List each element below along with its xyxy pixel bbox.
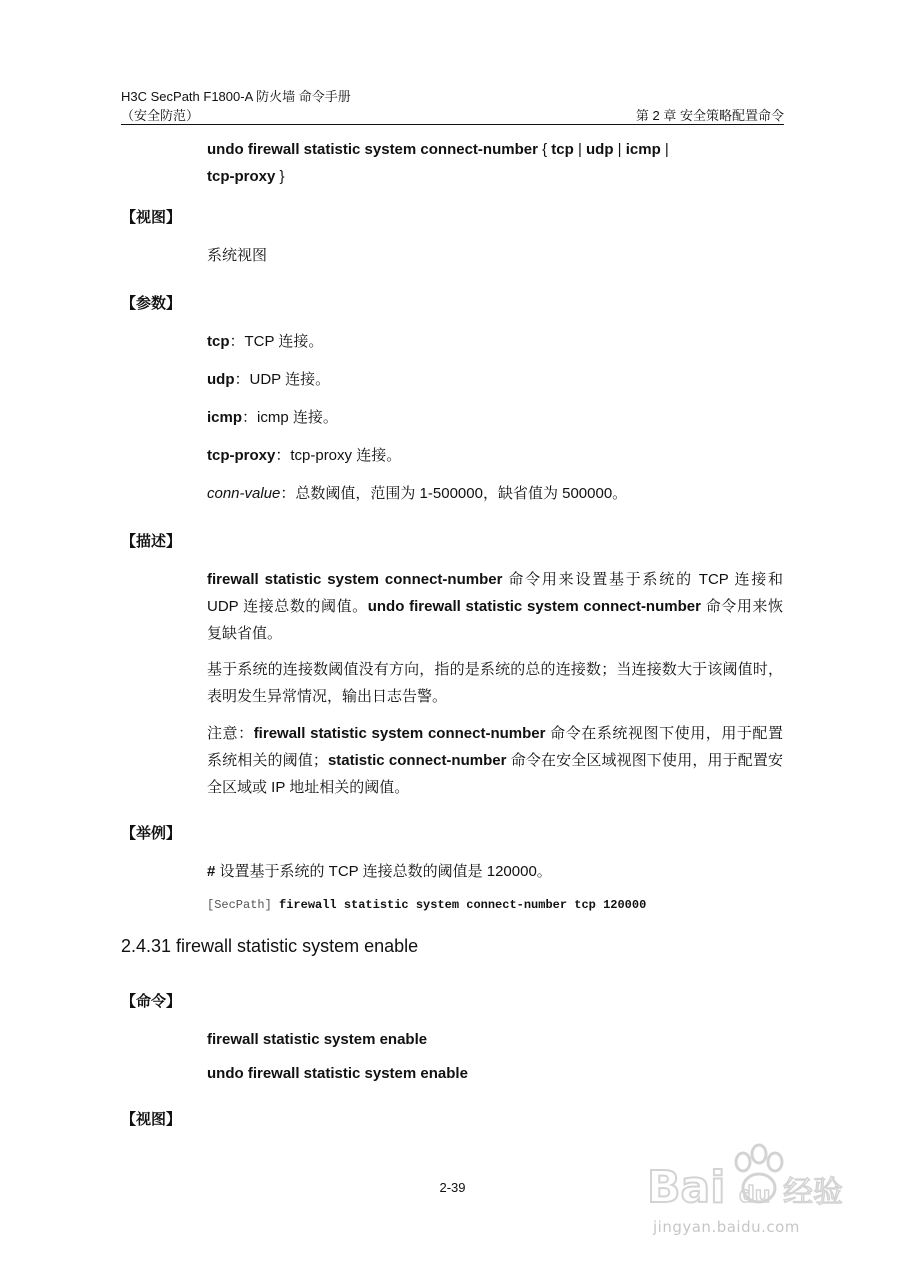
header-rule [121, 124, 784, 125]
hash-mark: # [207, 863, 216, 880]
paragraph-text: 命令用来设置基于系统的 TCP 连接和 UDP 连接总数的阈值。 [207, 571, 784, 615]
description-paragraph: 基于系统的连接数阈值没有方向，指的是系统的总的连接数；当连接数大于该阈值时，表明发生异常情况，输出日志告警。 [207, 661, 783, 705]
command-syntax [207, 136, 783, 190]
param-item [207, 442, 783, 469]
param-desc: ：TCP 连接。 [229, 333, 324, 350]
param-desc: ：icmp 连接。 [242, 409, 338, 426]
header-chapter: 第 2 章 安全策略配置命令 [635, 108, 784, 123]
svg-text:du: du [739, 1183, 771, 1208]
syntax-sep: | [613, 141, 626, 158]
syntax-opt-tcp: tcp [551, 141, 574, 158]
description-note [207, 720, 783, 801]
syntax-undo: undo [207, 141, 244, 158]
inline-command: firewall statistic system connect-number [207, 571, 503, 588]
section-heading: 2.4.31 firewall statistic system enable [121, 936, 419, 956]
param-desc: ：总数阈值，范围为 1-500000，缺省值为 500000。 [280, 485, 628, 502]
syntax-opt-icmp: icmp [625, 141, 661, 158]
baidu-watermark [643, 1140, 853, 1250]
command-line: undo firewall statistic system enable [207, 1065, 468, 1082]
svg-text:经验: 经验 [783, 1175, 843, 1210]
param-item [207, 404, 783, 431]
example-comment [207, 858, 783, 885]
paragraph-text: 命令用来恢复缺省值。 [207, 598, 783, 642]
param-desc: ：tcp-proxy 连接。 [275, 447, 402, 464]
syntax-opt-tcp-proxy: tcp-proxy [207, 168, 276, 185]
example-heading: 【举例】 [121, 825, 182, 842]
param-key: tcp [207, 333, 230, 350]
page-number: 2-39 [439, 1180, 466, 1195]
syntax-sep: | [660, 141, 669, 158]
command-line: firewall statistic system enable [207, 1031, 428, 1048]
paragraph-text: 命令在系统视图下使用，用于配置系统相关的阈值； [207, 725, 783, 769]
param-item [207, 328, 783, 355]
params-heading: 【参数】 [121, 295, 182, 312]
inline-command: undo firewall statistic system connect-number [367, 598, 701, 615]
svg-text:Bai: Bai [647, 1162, 726, 1213]
param-key: icmp [207, 409, 243, 426]
param-key: conn-value [207, 485, 281, 502]
syntax-opt-udp: udp [586, 141, 614, 158]
view-heading: 【视图】 [121, 209, 182, 226]
description-heading: 【描述】 [121, 533, 182, 550]
comment-text: 设置基于系统的 TCP 连接总数的阈值是 120000。 [215, 863, 552, 880]
baidu-paw-logo-icon [643, 1140, 853, 1220]
param-desc: ：UDP 连接。 [234, 371, 331, 388]
syntax-brace-close: } [275, 168, 285, 185]
syntax-brace-open: { [537, 141, 552, 158]
watermark-url: jingyan.baidu.com [653, 1218, 800, 1236]
syntax-words: firewall statistic system connect-number [247, 141, 538, 158]
code-prompt: [SecPath] [207, 898, 272, 912]
command-heading: 【命令】 [121, 993, 182, 1010]
inline-command: firewall statistic system connect-number [253, 725, 546, 742]
param-item [207, 366, 783, 393]
param-item [207, 480, 783, 507]
example-code [207, 898, 646, 912]
header-subtitle: （安全防范） [121, 108, 200, 123]
note-prefix: 注意： [207, 725, 254, 742]
inline-command: statistic connect-number [327, 752, 507, 769]
syntax-sep: | [573, 141, 587, 158]
header-title: H3C SecPath F1800-A 防火墙 命令手册 [121, 89, 351, 104]
view-text: 系统视图 [207, 247, 268, 264]
code-command: firewall statistic system connect-number tcp 120000 [271, 898, 647, 912]
paragraph-text: 命令在安全区域视图下使用，用于配置安全区域或 IP 地址相关的阈值。 [207, 752, 783, 796]
param-key: udp [207, 371, 235, 388]
view-heading: 【视图】 [121, 1111, 182, 1128]
description-paragraph [207, 566, 783, 647]
param-key: tcp-proxy [207, 447, 276, 464]
